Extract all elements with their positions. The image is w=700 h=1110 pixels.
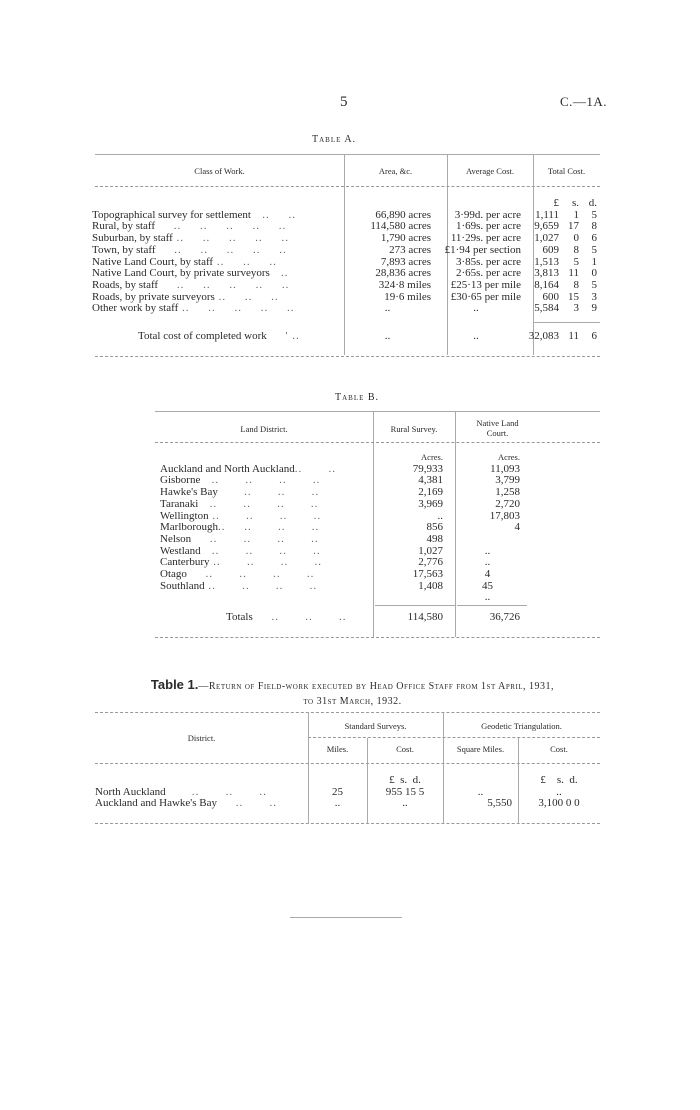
table-b-total-rule [375,605,455,606]
table-1-head-geodetic: Geodetic Triangulation. [481,721,562,731]
area: 66,890 acres [375,208,431,221]
total-label: Total cost of completed work ' .. [138,330,300,342]
average-cost: .. [473,302,479,315]
table-1-head-sqmiles: Square Miles. [456,744,505,754]
table-a-caption: Table A. [312,134,357,145]
unit-acres: Acres. [421,452,443,462]
native-land-court: 4 [484,568,491,581]
table-b-caption: Table B. [335,392,380,403]
average-cost: 2·65s. per acre [455,267,521,280]
rural-survey: 3,969 [418,497,443,510]
total-pence: 1 [591,255,597,268]
total-pounds: 609 [542,243,559,256]
table-b-head-rural: Rural Survey. [390,424,438,434]
native-land-court: .. [484,544,491,557]
miles: .. [334,797,341,810]
total-shillings: 15 [568,290,579,303]
average-cost: 3·85s. per acre [455,255,521,268]
total-pounds: 5,584 [534,302,559,315]
district: Auckland and Hawke's Bay .. .. [95,797,278,810]
total-shillings: 5 [573,255,579,268]
table-b-total-rule [457,605,527,606]
average-cost: 1·69s. per acre [455,220,521,233]
miles: 25 [332,785,343,798]
table-a-bottom-rule [95,356,600,357]
work-class: Native Land Court, by private surveyors .. [92,267,289,280]
table-row [92,303,597,315]
table-1-group-rule [308,737,600,738]
rural-survey: 2,776 [418,556,443,569]
table-a-head-total: Total Cost. [547,166,586,176]
total-pounds: 600 [542,290,559,303]
rural-survey: 498 [426,532,443,545]
total-pence: 9 [591,302,597,315]
rural-survey: 1,027 [418,544,443,557]
district: Nelson .. .. .. .. [160,532,319,545]
total-shillings: 11 [568,267,579,280]
unit-pound: £ [553,197,559,209]
total-shillings: 8 [573,278,579,291]
district: North Auckland .. .. .. [95,785,267,798]
document-code: C.—1A. [560,94,608,109]
square-miles: 5,550 [487,797,512,810]
unit-shilling: s. [571,197,579,209]
table-b-body [160,452,520,604]
native-land-court: 17,803 [489,509,520,522]
cost2-units: £ s. d. [540,774,578,786]
district: Taranaki .. .. .. .. [160,497,319,510]
total-pence: 0 [591,267,597,280]
table-a-body [92,198,597,315]
total-pence: 5 [591,243,597,256]
square-miles: .. [477,785,484,798]
total-pence: 3 [591,290,597,303]
table-b-head-native: Native Land Court. [476,418,519,438]
area: 7,893 acres [380,255,431,268]
native-land-court: 4 [514,521,520,534]
table-row [95,798,600,810]
area: 1,790 acres [380,232,431,245]
table-1-head-cost2: Cost. [550,744,568,754]
district: Hawke's Bay .. .. .. [160,486,320,499]
total-pounds: 1,027 [534,232,559,245]
district: Otago .. .. .. .. [160,568,315,581]
table-b-head-rule [155,442,600,443]
work-class: Suburban, by staff .. .. .. .. .. [92,232,290,245]
total-shillings: 8 [573,243,579,256]
table-1-heading-line2: to 31st March, 1932. [303,696,402,707]
table-a-top-rule [95,154,600,155]
work-class: Town, by staff .. .. .. .. .. [92,243,287,256]
total-pounds: 3,813 [534,267,559,280]
work-class: Roads, by staff .. .. .. .. .. [92,278,290,291]
rural-survey: 856 [426,521,443,534]
native-land-court: 1,258 [495,486,520,499]
native-total: 36,726 [489,611,520,623]
table-row-total [92,331,597,343]
table-1-heading: —Return of Field-work executed by Head Office Staff from 1st April, 1931, [198,681,555,692]
work-class: Rural, by staff .. .. .. .. .. [92,220,287,233]
total-pounds: 1,513 [534,255,559,268]
work-class: Roads, by private surveyors .. .. .. [92,290,279,303]
average-cost: £25·13 per mile [450,278,521,291]
work-class: Native Land Court, by staff .. .. .. [92,255,277,268]
area: .. [384,302,391,315]
table-1-head-district: District. [187,733,216,743]
average-cost: £30·65 per mile [450,290,521,303]
table-b-bottom-rule [155,637,600,638]
table-1-head-cost: Cost. [396,744,414,754]
native-land-court: 2,720 [495,497,520,510]
total-shillings: 0 [573,232,579,245]
district: Westland .. .. .. .. [160,544,321,557]
area: .. [384,330,391,342]
table-a-head-area: Area, &c. [378,166,413,176]
table-1-head-miles: Miles. [326,744,349,754]
total-pounds: 1,111 [535,208,559,221]
table-1-number: Table 1. [150,677,199,692]
district: Canterbury .. .. .. .. [160,556,322,569]
cost: 955 15 5 [385,785,425,798]
table-b-head-district: Land District. [240,424,288,434]
average-cost: .. [473,330,479,342]
table-1-bottom-rule [95,823,600,824]
table-a-head-class: Class of Work. [194,166,245,176]
total-pounds: 8,164 [534,278,559,291]
table-a-total-rule [533,322,600,323]
page-number: 5 [340,94,348,110]
total-pounds: 9,659 [534,220,559,233]
total-pounds: 32,083 [528,330,559,342]
district: Auckland and North Auckland.. .. [160,462,336,475]
totals-label: Totals .. .. .. [226,611,347,623]
unit-acres: Acres. [498,452,520,462]
area: 19·6 miles [384,290,431,303]
rural-survey: 79,933 [412,462,443,475]
table-1-top-rule [95,712,600,713]
work-class: Other work by staff .. .. .. .. .. [92,302,295,315]
district: Wellington .. .. .. .. [160,509,322,522]
table-b-totals [160,612,520,624]
table-1-head-standard: Standard Surveys. [344,721,407,731]
end-rule [290,917,402,918]
cost: .. [402,797,408,810]
native-land-court: .. [484,556,491,569]
average-cost: 11·29s. per acre [450,232,521,245]
total-shillings: 1 [573,208,579,221]
table-1-head-rule [95,763,600,764]
average-cost: £1·94 per section [444,243,521,256]
table-a-total-row [92,331,597,343]
district: Gisborne .. .. .. .. [160,474,321,487]
rural-survey: 17,563 [412,568,443,581]
native-land-court: 3,799 [495,474,520,487]
rural-total: 114,580 [407,611,443,623]
cost2: .. [556,785,562,798]
area: 114,580 acres [370,220,431,233]
cost-units: £ s. d. [389,774,421,786]
cost2: 3,100 0 0 [538,797,580,810]
rural-survey: 4,381 [418,474,443,487]
rural-survey: 2,169 [418,486,443,499]
area: 273 acres [389,243,431,256]
table-a-head-rule [95,186,600,187]
area: 324·8 miles [378,278,431,291]
district: Southland .. .. .. .. [160,579,318,592]
table-b-top-rule [155,411,600,412]
native-land-court: 11,093 [490,462,520,475]
total-pence: 8 [591,220,597,233]
district: Marlborough.. .. .. .. [160,521,320,534]
total-pence: 5 [591,208,597,221]
rural-survey: .. [437,509,443,522]
table-1-title [95,677,610,709]
table-1-body [95,775,600,810]
table-a-head-avg: Average Cost. [466,166,514,176]
work-class: Topographical survey for settlement .. .. [92,208,296,221]
rural-survey: 1,408 [418,579,443,592]
total-pence: 5 [591,278,597,291]
total-shillings: 17 [568,220,579,233]
table-row [160,592,520,604]
table-row [160,581,520,593]
average-cost: 3·99d. per acre [454,208,521,221]
total-shillings: 3 [573,302,579,315]
native-land-court: 45 [482,579,493,592]
total-pence: 6 [591,232,597,245]
native-land-court-extra: .. [484,591,491,604]
total-shillings: 11 [568,330,579,342]
area: 28,836 acres [375,267,431,280]
unit-pence: d. [588,197,597,209]
native-land-court [455,534,520,546]
total-pence: 6 [591,330,597,342]
table-row-total [160,612,520,624]
